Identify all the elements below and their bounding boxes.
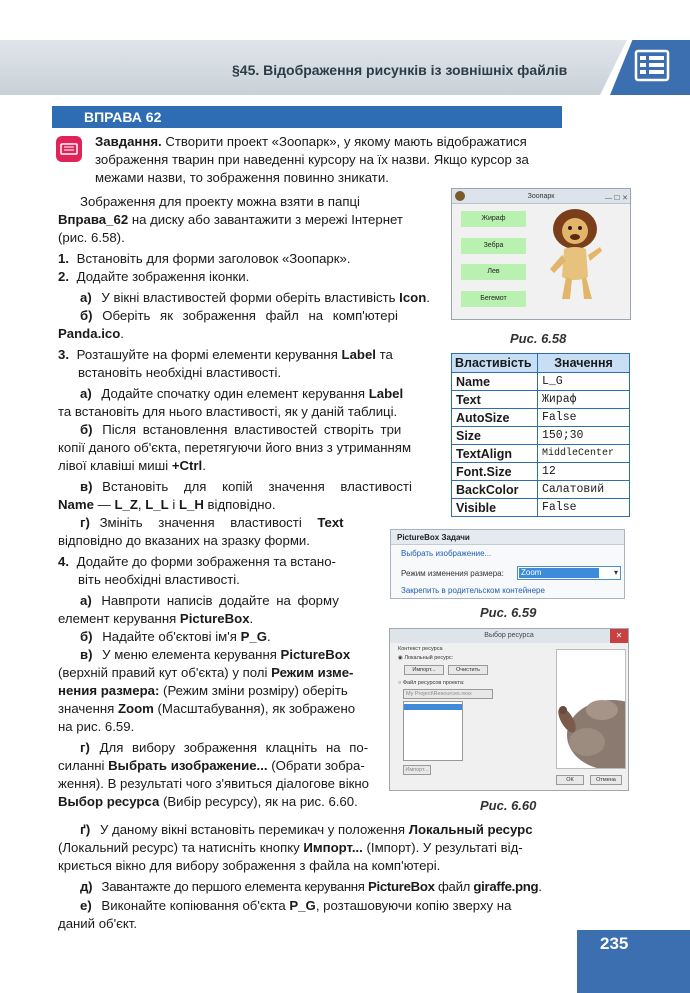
selected-list-item[interactable] (404, 704, 462, 710)
step-4g: е) Виконайте копіювання об'єкта P_G, розташовуючи копію зверху на (80, 898, 512, 913)
lion-image (544, 207, 606, 305)
property-name: TextAlign (452, 445, 538, 463)
property-name: BackColor (452, 481, 538, 499)
step-2: 2. Додайте зображення іконки. (58, 269, 250, 284)
clear-button[interactable]: Очистить (448, 665, 488, 675)
property-value: MiddleCenter (538, 445, 630, 463)
task-line-1: Завдання. Створити проект «Зоопарк», у якому мають відображатися (95, 134, 527, 149)
project-resource-radio[interactable]: ○ Файл ресурсов проекта: (398, 680, 465, 686)
step-4c-line-5: на рис. 6.59. (58, 719, 135, 734)
property-value: False (538, 499, 630, 517)
property-name: Font.Size (452, 463, 538, 481)
step-4c-line-2: (верхній правий кут об'єкта) у полі Режим изме- (58, 665, 354, 680)
column-header: Властивість (452, 354, 538, 373)
table-list-icon (632, 46, 672, 86)
step-4c: в) У меню елемента керування PictureBox (80, 647, 351, 662)
label-giraffe: Жираф (461, 211, 526, 227)
page-number: 235 (600, 934, 629, 953)
step-4d: г) Для вибору зображення клацніть на по- (80, 740, 369, 755)
ok-button[interactable]: ОК (556, 775, 584, 785)
cancel-button[interactable]: Отмена (590, 775, 622, 785)
property-value: L_G (538, 373, 630, 391)
step-4e: ґ) У даному вікні встановіть перемикач у положення Локальный ресурс (80, 822, 533, 837)
label-lion: Лев (461, 264, 526, 280)
size-mode-value: Zoom (521, 568, 542, 577)
step-2b-line-2: Panda.ico. (58, 326, 124, 341)
step-3d-line-2: відповідно до вказаних на зразку форми. (58, 533, 310, 548)
exercise-banner (52, 106, 562, 128)
panda-icon (455, 191, 465, 201)
dock-parent-link[interactable]: Закрепить в родительском контейнере (401, 586, 545, 595)
step-4c-line-4: значення Zoom (Масштабування), як зображено (58, 701, 356, 716)
step-3-line-2: встановіть необхідні властивості. (78, 365, 282, 380)
figure-caption-6-58: Рис. 6.58 (510, 331, 567, 346)
step-3b-line-2: копії даного об'єкта, перетягуючи його вниз з утриманням (58, 440, 412, 455)
column-header: Значення (538, 354, 630, 373)
size-mode-label: Режим изменения размера: (401, 569, 504, 578)
step-4f: д) Завантажте до першого елемента керування PictureBox файл giraffe.png. (80, 879, 542, 894)
step-4-line-2: віть необхідні властивості. (78, 572, 240, 587)
image-preview (556, 649, 626, 769)
property-value: 12 (538, 463, 630, 481)
page-number-tab (577, 930, 690, 993)
intro-line-2: Вправа_62 на диску або завантажити з мережі Інтернет (58, 212, 403, 227)
chapter-title: §45. Відображення рисунків із зовнішніх файлів (232, 62, 568, 78)
step-3d: г) Змініть значення властивості Text (80, 515, 344, 530)
property-value: 150;30 (538, 427, 630, 445)
zoo-form-screenshot (451, 188, 631, 320)
close-icon[interactable]: ✕ (610, 629, 628, 643)
table-row (452, 373, 630, 391)
step-3: 3. Розташуйте на формі елементи керування Label та (58, 347, 393, 362)
size-mode-select[interactable] (517, 566, 621, 580)
step-4g-line-2: даний об'єкт. (58, 916, 138, 931)
task-line-2: зображення тварин при наведенні курсору на їх назви. Якщо курсор за (95, 152, 529, 167)
picturebox-tasks-panel (390, 529, 625, 599)
figure-caption-6-60: Рис. 6.60 (480, 798, 537, 813)
step-4a: а) Навпроти написів додайте на форму (80, 593, 339, 608)
step-4d-line-2: силанні Выбрать изображение... (Обрати зобра- (58, 758, 365, 773)
step-4: 4. Додайте до форми зображення та встано- (58, 554, 336, 569)
property-name: Name (452, 373, 538, 391)
table-row (452, 463, 630, 481)
step-4e-line-2: (Локальний ресурс) та натисніть кнопку Импорт... (Імпорт). У результаті від- (58, 840, 523, 855)
label-hippo: Бегемот (461, 291, 526, 307)
step-3a-line-2: та встановіть для нього властивості, як у даній таблиці. (58, 404, 398, 419)
table-row (452, 481, 630, 499)
hippo-image (557, 650, 626, 769)
property-name: AutoSize (452, 409, 538, 427)
table-row (452, 499, 630, 517)
chevron-down-icon[interactable]: ▾ (613, 568, 618, 577)
keyboard-icon (56, 136, 82, 162)
local-resource-radio[interactable]: ◉ Локальный ресурс: (398, 655, 454, 661)
property-value: Салатовий (538, 481, 630, 499)
property-value: Жираф (538, 391, 630, 409)
exercise-title: ВПРАВА 62 (84, 109, 162, 125)
table-row (452, 391, 630, 409)
picturebox-tasks-title: PictureBox Задачи (391, 530, 624, 545)
step-3b-line-3: лівої клавіші миші +Ctrl. (58, 458, 206, 473)
property-name: Size (452, 427, 538, 445)
intro-line-1: Зображення для проекту можна взяти в папці (80, 194, 360, 209)
step-4d-line-3: ження). В результаті чого з'явиться діалогове вікно (58, 776, 370, 791)
window-controls: — ☐ ✕ (604, 195, 628, 202)
resource-list[interactable] (403, 701, 463, 761)
step-2b: б) Оберіть як зображення файл на комп'ютері (80, 308, 398, 323)
step-4a-line-2: елемент керування PictureBox. (58, 611, 254, 626)
step-3a: а) Додайте спочатку один елемент керування Label (80, 386, 404, 401)
properties-table (451, 353, 630, 517)
label-zebra: Зебра (461, 238, 526, 254)
intro-line-3: (рис. 6.58). (58, 230, 125, 245)
step-4c-line-3: нения размера: (Режим зміни розміру) оберіть (58, 683, 348, 698)
choose-image-link[interactable]: Выбрать изображение... (401, 549, 492, 558)
property-name: Text (452, 391, 538, 409)
import-button-2[interactable]: Импорт... (403, 765, 431, 775)
task-line-3: межами назви, то зображення повинно зникати. (95, 170, 389, 185)
select-resource-dialog (389, 628, 629, 791)
step-3c-line-2: Name — L_Z, L_L і L_H відповідно. (58, 497, 276, 512)
property-name: Visible (452, 499, 538, 517)
step-4d-line-4: Выбор ресурса (Вибір ресурсу), як на рис. 6.60. (58, 794, 358, 809)
table-header-row (452, 354, 630, 373)
table-row (452, 427, 630, 445)
zoo-form-titlebar: Зоопарк — ☐ ✕ (452, 189, 630, 204)
dialog-titlebar: Выбор ресурса ✕ (390, 629, 628, 643)
step-2a: а) У вікні властивостей форми оберіть властивість Icon. (80, 290, 430, 305)
resource-context-label: Контекст ресурса (398, 646, 443, 652)
step-3b: б) Після встановлення властивостей створіть три (80, 422, 402, 437)
figure-caption-6-59: Рис. 6.59 (480, 605, 537, 620)
step-1: 1. Встановіть для форми заголовок «Зоопарк». (58, 251, 351, 266)
table-row (452, 409, 630, 427)
import-button[interactable]: Импорт... (404, 665, 444, 675)
property-value: False (538, 409, 630, 427)
resource-file-combo[interactable]: My Project\Resources.resx (403, 689, 493, 699)
step-3c: в) Встановіть для копій значення властивості (80, 479, 412, 494)
step-4e-line-3: криється вікно для вибору зображення з файла на комп'ютері. (58, 858, 441, 873)
step-4b: б) Надайте об'єктові ім'я P_G. (80, 629, 271, 644)
table-row (452, 445, 630, 463)
